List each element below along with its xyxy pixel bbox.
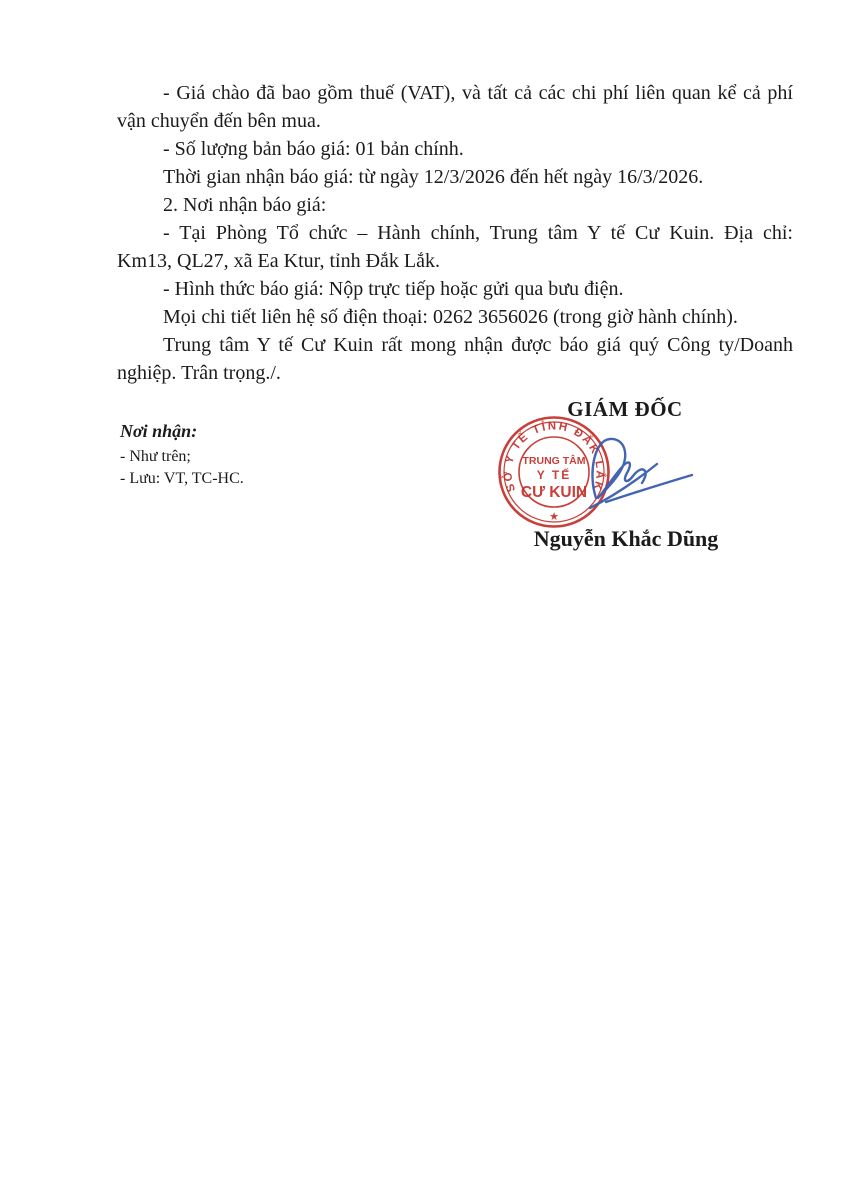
text-line: - Số lượng bản báo giá: 01 bản chính. bbox=[163, 138, 464, 160]
text-line: - Tại Phòng Tổ chức – Hành chính, Trung tâm Y tế Cư Kuin. Địa chỉ: bbox=[163, 222, 793, 244]
stamp-center-line3: CƯ KUIN bbox=[520, 484, 588, 501]
recipients-heading: Nơi nhận: bbox=[120, 421, 198, 441]
stamp-center-line2: Y TẾ bbox=[536, 468, 572, 482]
director-title: GIÁM ĐỐC bbox=[567, 397, 683, 421]
text-line: 2. Nơi nhận báo giá: bbox=[163, 194, 327, 216]
text-line: Trung tâm Y tế Cư Kuin rất mong nhận được báo giá quý Công ty/Doanh bbox=[163, 334, 793, 356]
text-line: Thời gian nhận báo giá: từ ngày 12/3/2026 đến hết ngày 16/3/2026. bbox=[163, 166, 704, 188]
body-text bbox=[117, 79, 793, 387]
text-line: Mọi chi tiết liên hệ số điện thoại: 0262 3656026 (trong giờ hành chính). bbox=[163, 306, 738, 328]
star-icon: ★ bbox=[549, 511, 559, 523]
signature-stroke bbox=[590, 464, 657, 508]
signature-stroke bbox=[606, 475, 692, 502]
text-line: nghiệp. Trân trọng./. bbox=[117, 362, 281, 384]
stamp-ring-text: SỞ Y TẾ TỈNH ĐẮK LẮK bbox=[502, 420, 606, 494]
signature-stroke bbox=[592, 439, 645, 498]
recipients-block bbox=[120, 421, 244, 490]
text-line: - Hình thức báo giá: Nộp trực tiếp hoặc gửi qua bưu điện. bbox=[163, 278, 624, 300]
signer-name: Nguyễn Khắc Dũng bbox=[533, 526, 719, 551]
recipient-item: - Như trên; bbox=[120, 448, 191, 465]
recipient-item: - Lưu: VT, TC-HC. bbox=[120, 470, 244, 487]
signature-ink bbox=[560, 426, 700, 514]
text-line: - Giá chào đã bao gồm thuế (VAT), và tất cả các chi phí liên quan kể cả phí bbox=[163, 82, 793, 104]
stamp-center-line1: TRUNG TÂM bbox=[522, 455, 586, 467]
text-line: Km13, QL27, xã Ea Ktur, tỉnh Đắk Lắk. bbox=[117, 250, 441, 272]
text-line: vận chuyển đến bên mua. bbox=[117, 110, 321, 132]
